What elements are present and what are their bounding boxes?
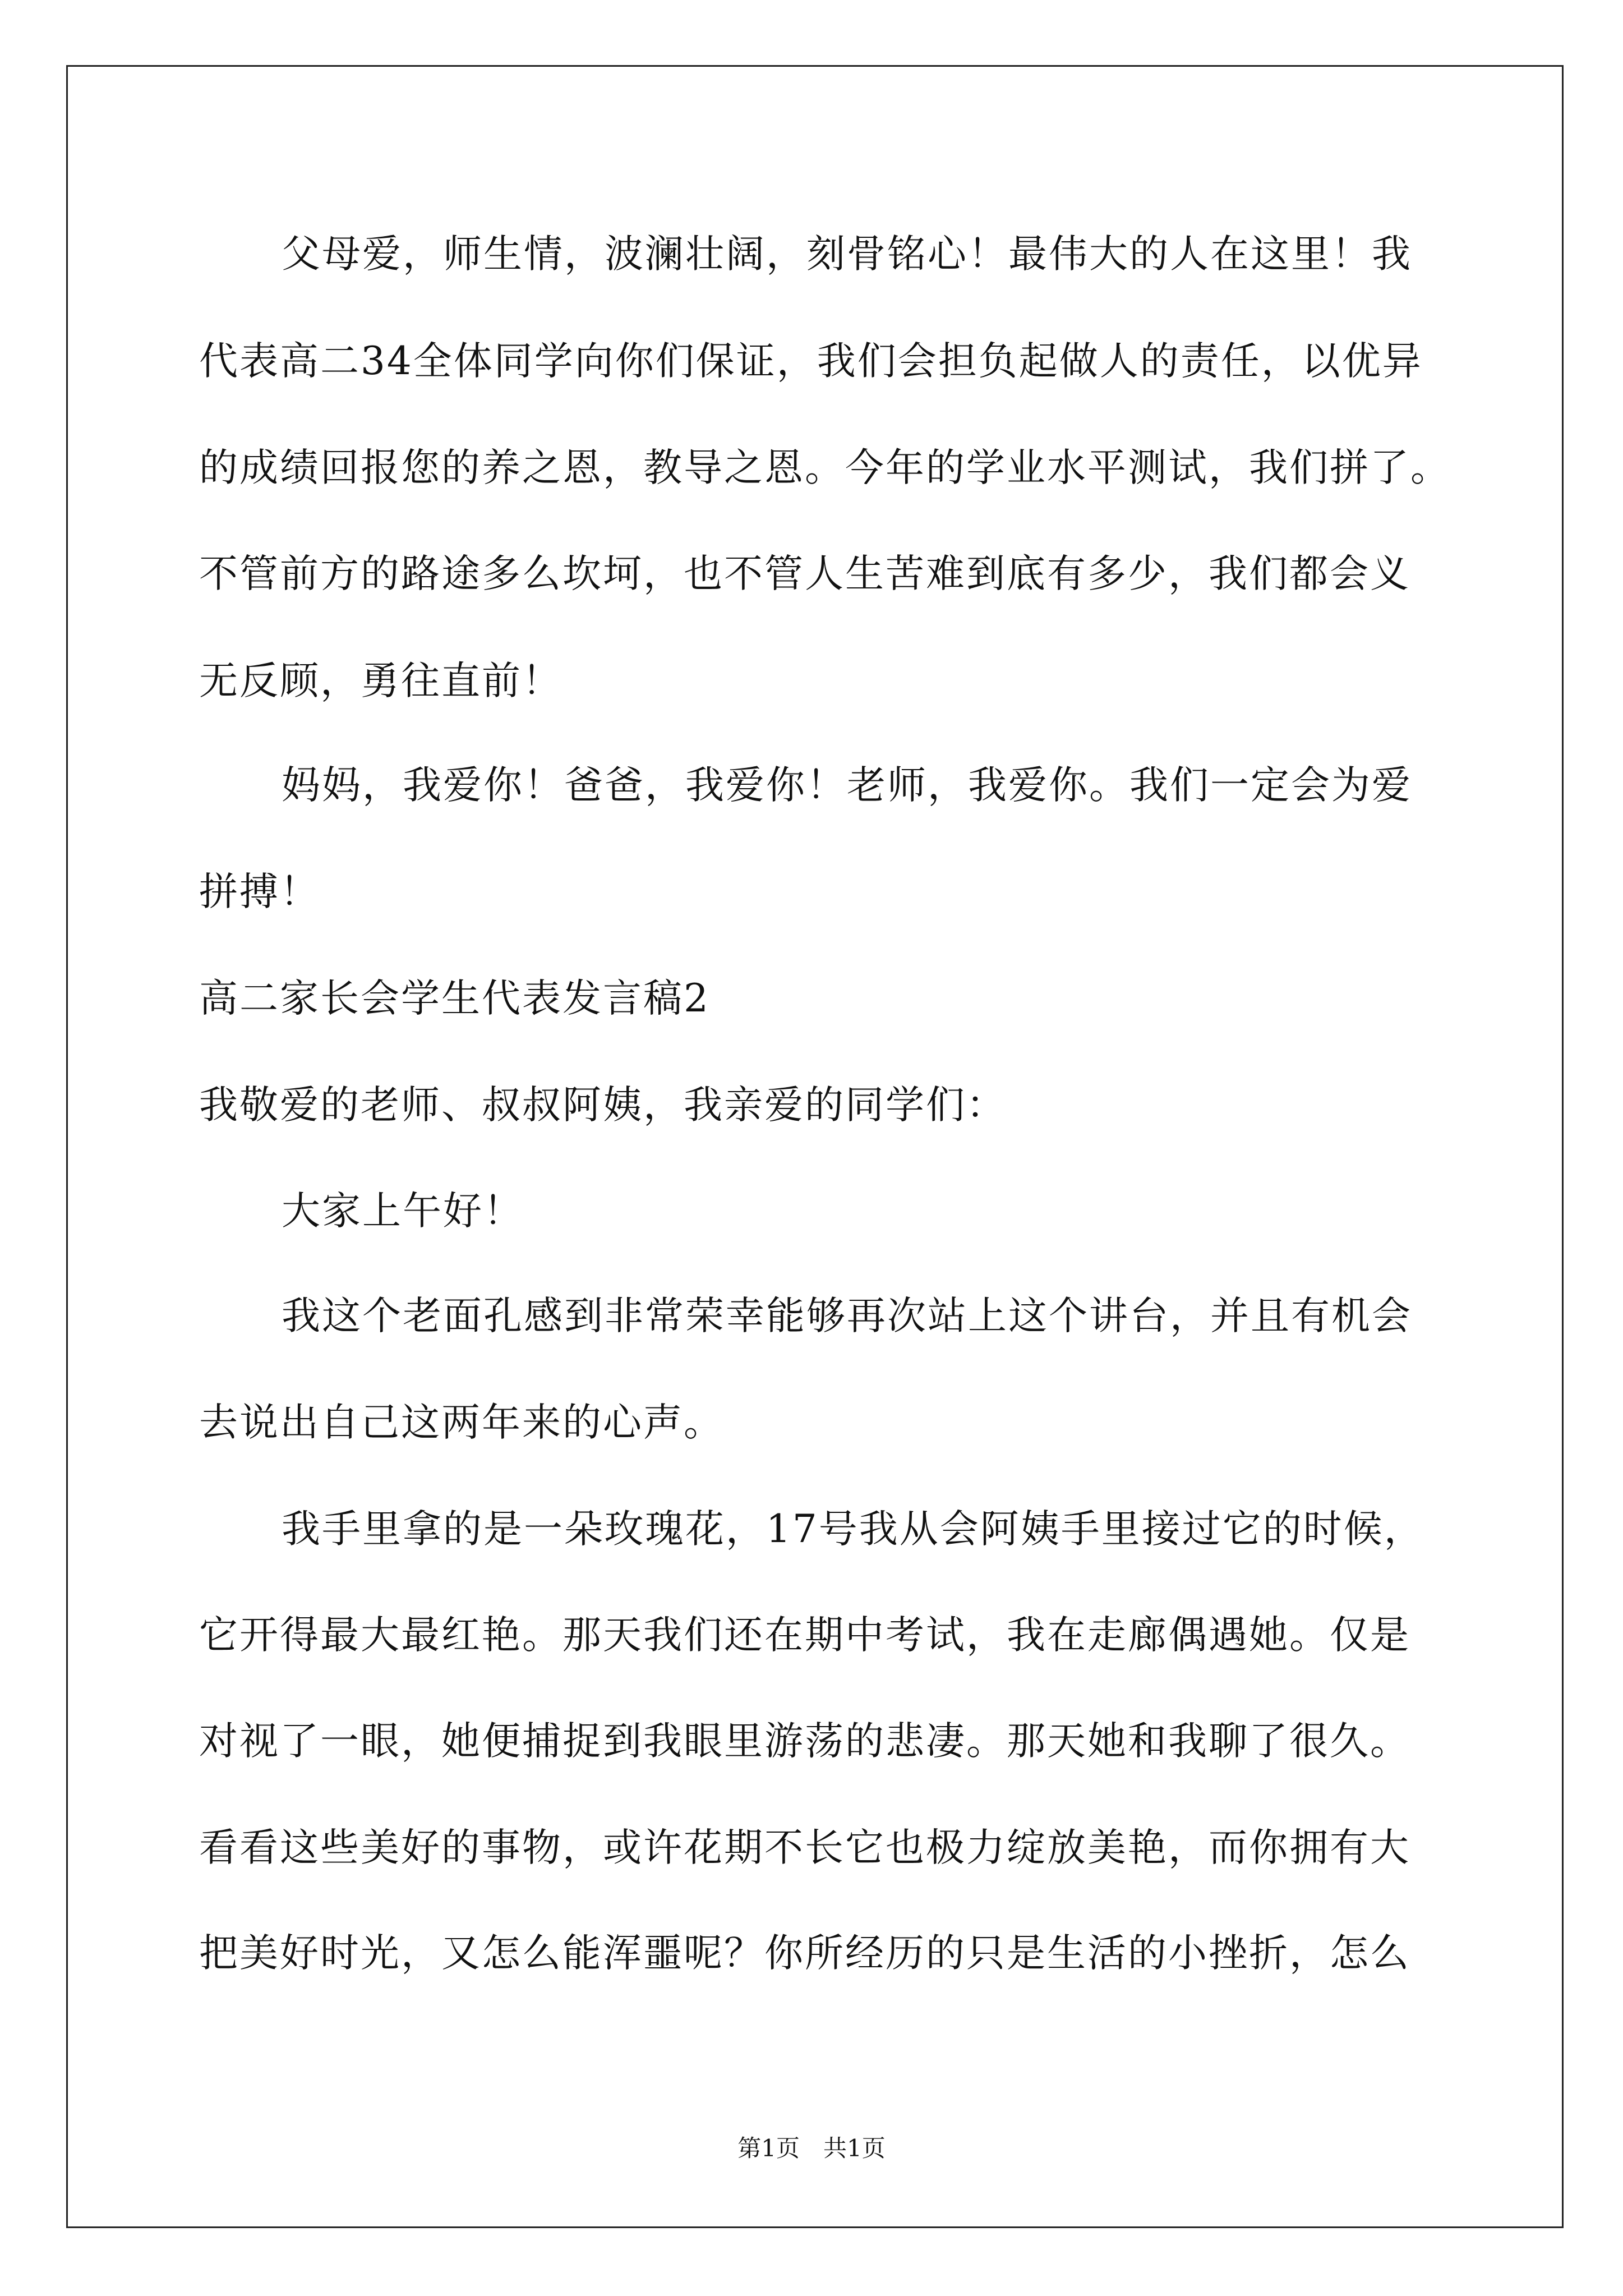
paragraph-2-line-2: 拼搏！ — [199, 869, 320, 914]
paragraph-4-line-2: 它开得最大最红艳。那天我们还在期中考试，我在走廊偶遇她。仅是 — [199, 1613, 1410, 1658]
paragraph-4-line-5: 把美好时光，又怎么能浑噩呢？你所经历的只是生活的小挫折，怎么 — [199, 1931, 1410, 1976]
paragraph-1-line-2: 代表高二34全体同学向你们保证，我们会担负起做人的责任，以优异 — [199, 339, 1423, 384]
paragraph-2-line-1: 妈妈，我爱你！爸爸，我爱你！老师，我爱你。我们一定会为爱 — [282, 763, 1412, 808]
paragraph-4-line-3: 对视了一眼，她便捕捉到我眼里游荡的悲凄。那天她和我聊了很久。 — [199, 1719, 1410, 1764]
greeting: 大家上午好！ — [282, 1189, 524, 1234]
salutation: 我敬爱的老师、叔叔阿姨，我亲爱的同学们： — [199, 1083, 1007, 1128]
paragraph-1-line-5: 无反顾，勇往直前！ — [199, 659, 562, 703]
paragraph-4-line-1: 我手里拿的是一朵玫瑰花，17号我从会阿姨手里接过它的时候， — [282, 1507, 1424, 1552]
paragraph-1-line-1: 父母爱，师生情，波澜壮阔，刻骨铭心！最伟大的人在这里！我 — [282, 232, 1412, 277]
paragraph-3-line-1: 我这个老面孔感到非常荣幸能够再次站上这个讲台，并且有机会 — [282, 1294, 1412, 1338]
page-border — [66, 65, 1564, 2228]
paragraph-1-line-3: 的成绩回报您的养之恩，教导之恩。今年的学业水平测试，我们拼了。 — [199, 445, 1451, 490]
page-footer: 第1页 共1页 — [737, 2134, 886, 2162]
paragraph-3-line-2: 去说出自己这两年来的心声。 — [199, 1400, 724, 1445]
paragraph-4-line-4: 看看这些美好的事物，或许花期不长它也极力绽放美艳，而你拥有大 — [199, 1825, 1410, 1870]
paragraph-1-line-4: 不管前方的路途多么坎坷，也不管人生苦难到底有多少，我们都会义 — [199, 551, 1410, 596]
section-heading: 高二家长会学生代表发言稿2 — [199, 976, 710, 1021]
